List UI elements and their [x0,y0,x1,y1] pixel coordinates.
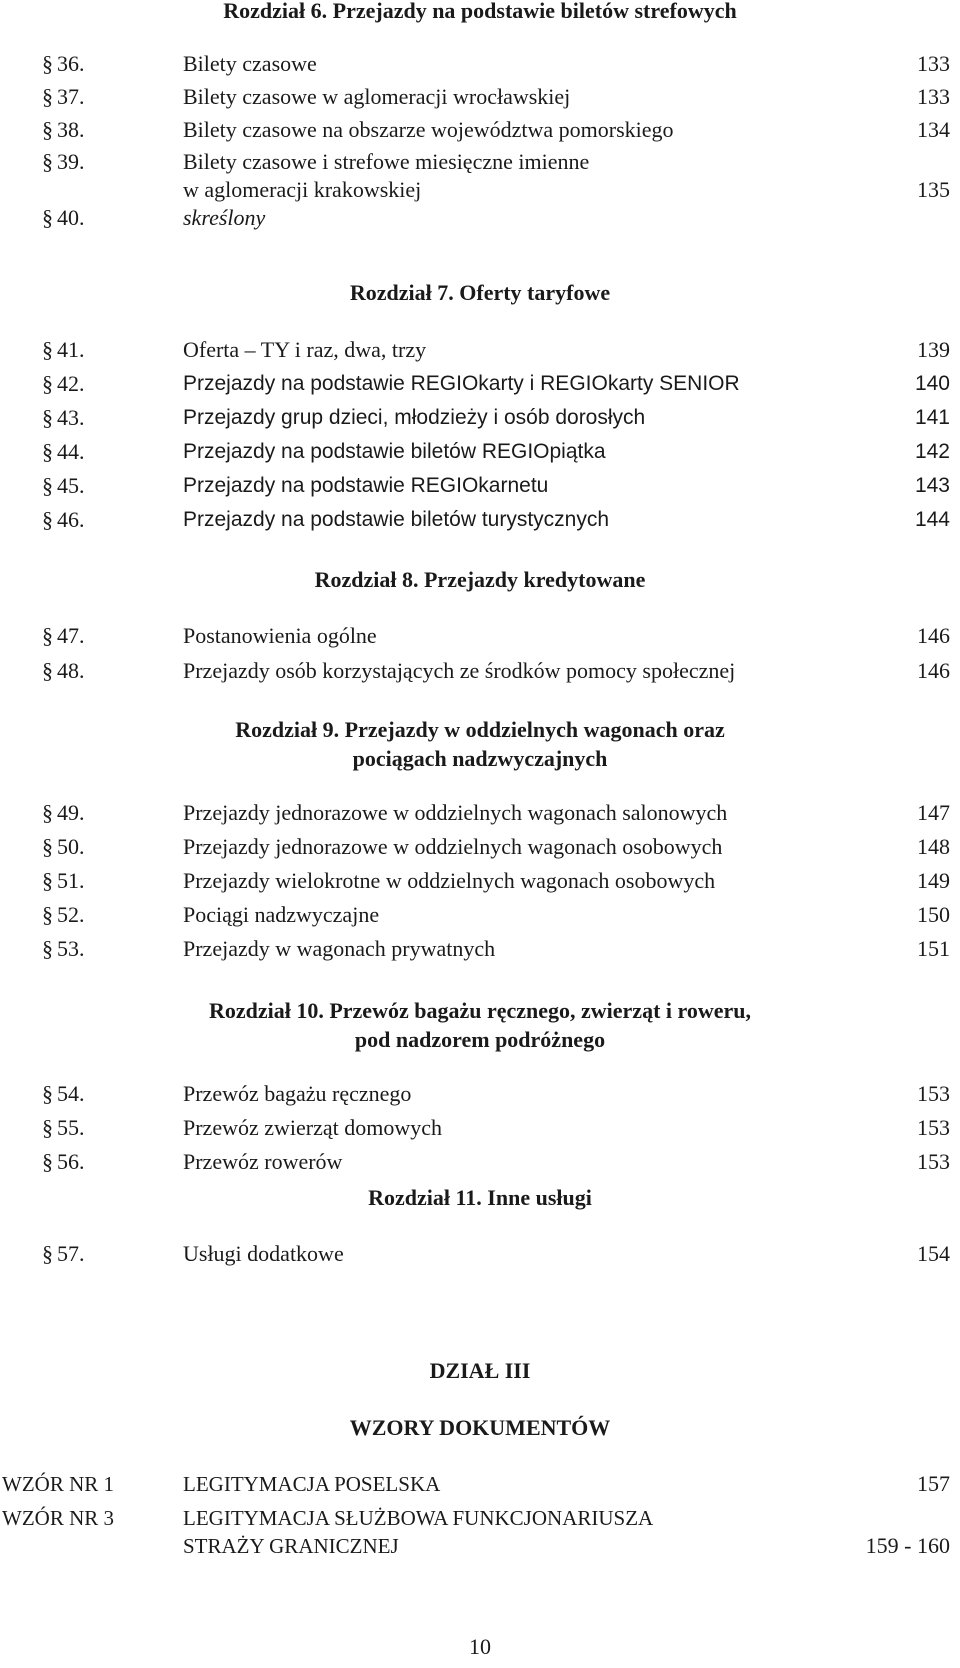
template-page: 159 - 160 [865,1533,950,1558]
toc-entry-54 [0,1078,960,1110]
entry-number: 54. [57,1081,85,1106]
entry-page: 144 [914,508,950,531]
toc-entry-55 [0,1112,960,1144]
template-title-continued: STRAŻY GRANICZNEJ [183,1534,399,1558]
entry-page: 150 [917,902,950,927]
chapter-10-heading-continued: pod nadzorem podróżnego [354,1027,606,1052]
entry-title: Przewóz zwierząt domowych [183,1115,443,1140]
chapter-9-heading: Rozdział 9. Przejazdy w oddzielnych wagonach oraz [235,717,725,742]
entry-number: 52. [57,902,85,927]
entry-number: 48. [57,658,85,683]
entry-number: 43. [57,405,85,430]
entry-number: 49. [57,800,85,825]
entry-title: Bilety czasowe i strefowe miesięczne imienne [183,149,590,174]
template-title: LEGITYMACJA POSELSKA [183,1472,441,1496]
section-sign: § [42,623,53,648]
entry-number: 41. [57,337,85,362]
entry-title: Usługi dodatkowe [183,1241,344,1266]
entry-title: Przejazdy osób korzystających ze środków pomocy społecznej [183,658,736,683]
chapter-8-heading: Rozdział 8. Przejazdy kredytowane [314,567,646,592]
entry-number: 47. [57,623,85,648]
entry-number: 46. [57,507,85,532]
template-entry-1 [0,1468,960,1500]
template-label: WZÓR NR 1 [2,1472,114,1496]
section-sign: § [42,902,53,927]
entry-number: 44. [57,439,85,464]
entry-page: 154 [917,1241,950,1266]
template-title: LEGITYMACJA SŁUŻBOWA FUNKCJONARIUSZA [183,1506,654,1530]
entry-number: 51. [57,868,85,893]
toc-entry-52 [0,899,960,931]
toc-entry-57 [0,1238,960,1270]
entry-page: 134 [917,117,950,142]
entry-page: 133 [917,84,950,109]
toc-entry-53 [0,933,960,965]
entry-page: 141 [914,406,950,429]
chapter-6-heading: Rozdział 6. Przejazdy na podstawie biletów strefowych [223,0,737,23]
entry-number: 39. [57,149,85,174]
section-sign: § [42,507,53,532]
page-number: 10 [469,1634,491,1659]
chapter-11-heading: Rozdział 11. Inne usługi [368,1185,592,1210]
toc-entry-36 [0,48,960,80]
entry-title: Bilety czasowe w aglomeracji wrocławskiej [183,84,571,109]
toc-entry-48 [0,655,960,687]
entry-number: 37. [57,84,85,109]
section-sign: § [42,149,53,174]
section-sign: § [42,936,53,961]
part-subheading: WZORY DOKUMENTÓW [349,1415,611,1440]
toc-entry-56 [0,1146,960,1178]
section-sign: § [42,1115,53,1140]
entry-title: Przejazdy w wagonach prywatnych [183,936,496,961]
entry-page: 139 [917,337,950,362]
entry-title-continued: w aglomeracji krakowskiej [183,177,422,202]
entry-title: Bilety czasowe na obszarze województwa pomorskiego [183,117,674,142]
entry-title: Przejazdy na podstawie biletów turystycznych [183,508,610,531]
entry-title: Przejazdy wielokrotne w oddzielnych wagonach osobowych [183,868,716,893]
toc-entry-51 [0,865,960,897]
toc-entry-41 [0,334,960,366]
entry-title: Przejazdy grup dzieci, młodzieży i osób dorosłych [183,406,646,429]
toc-entry-47 [0,620,960,652]
chapter-7-heading: Rozdział 7. Oferty taryfowe [349,280,611,305]
entry-title: Przejazdy na podstawie REGIOkarnetu [183,474,549,497]
entry-number: 45. [57,473,85,498]
toc-entry-45 [0,470,960,502]
entry-page: 153 [917,1115,950,1140]
toc-entry-43 [0,402,960,434]
entry-title: Postanowienia ogólne [183,623,377,648]
section-sign: § [42,205,53,230]
entry-page: 153 [917,1149,950,1174]
entry-title: Przejazdy na podstawie REGIOkarty i REGIOkarty SENIOR [183,372,740,395]
toc-entry-42 [0,368,960,400]
entry-number: 40. [57,205,85,230]
toc-entry-44 [0,436,960,468]
section-sign: § [42,439,53,464]
section-sign: § [42,117,53,142]
entry-number: 38. [57,117,85,142]
entry-number: 42. [57,371,85,396]
entry-number: 50. [57,834,85,859]
entry-title: Pociągi nadzwyczajne [183,902,380,927]
section-sign: § [42,658,53,683]
entry-title: Przejazdy na podstawie biletów REGIOpiątka [183,440,606,463]
entry-title: Oferta – TY i raz, dwa, trzy [183,337,427,362]
entry-title: Przejazdy jednorazowe w oddzielnych wagonach osobowych [183,834,723,859]
toc-entry-40 [0,202,960,234]
toc-entry-38 [0,114,960,146]
entry-page: 135 [917,177,950,202]
section-sign: § [42,834,53,859]
entry-page: 148 [917,834,950,859]
entry-page: 142 [914,440,950,463]
entry-number: 57. [57,1241,85,1266]
entry-number: 56. [57,1149,85,1174]
entry-number: 53. [57,936,85,961]
section-sign: § [42,1241,53,1266]
entry-page: 146 [917,623,950,648]
section-sign: § [42,1149,53,1174]
entry-page: 140 [914,372,950,395]
section-sign: § [42,800,53,825]
entry-title: Bilety czasowe [183,51,317,76]
toc-entry-46 [0,504,960,536]
template-entry-3-continued [0,1530,960,1562]
entry-page: 149 [917,868,950,893]
entry-page: 146 [917,658,950,683]
part-heading: DZIAŁ III [429,1358,531,1383]
entry-number: 55. [57,1115,85,1140]
entry-page: 147 [917,800,950,825]
template-label: WZÓR NR 3 [2,1506,114,1530]
section-sign: § [42,84,53,109]
section-sign: § [42,473,53,498]
section-sign: § [42,371,53,396]
section-sign: § [42,1081,53,1106]
entry-title: Przejazdy jednorazowe w oddzielnych wagonach salonowych [183,800,728,825]
template-page: 157 [917,1471,950,1496]
chapter-9-heading-continued: pociągach nadzwyczajnych [352,746,608,771]
section-sign: § [42,405,53,430]
entry-page: 133 [917,51,950,76]
chapter-10-heading: Rozdział 10. Przewóz bagażu ręcznego, zwierząt i roweru, [208,998,752,1023]
entry-page: 153 [917,1081,950,1106]
entry-number: 36. [57,51,85,76]
section-sign: § [42,51,53,76]
entry-title: skreślony [183,205,266,230]
entry-page: 143 [914,474,950,497]
toc-entry-49 [0,797,960,829]
toc-entry-37 [0,81,960,113]
entry-page: 151 [917,936,950,961]
entry-title: Przewóz rowerów [183,1149,343,1174]
toc-entry-50 [0,831,960,863]
section-sign: § [42,868,53,893]
section-sign: § [42,337,53,362]
entry-title: Przewóz bagażu ręcznego [183,1081,412,1106]
